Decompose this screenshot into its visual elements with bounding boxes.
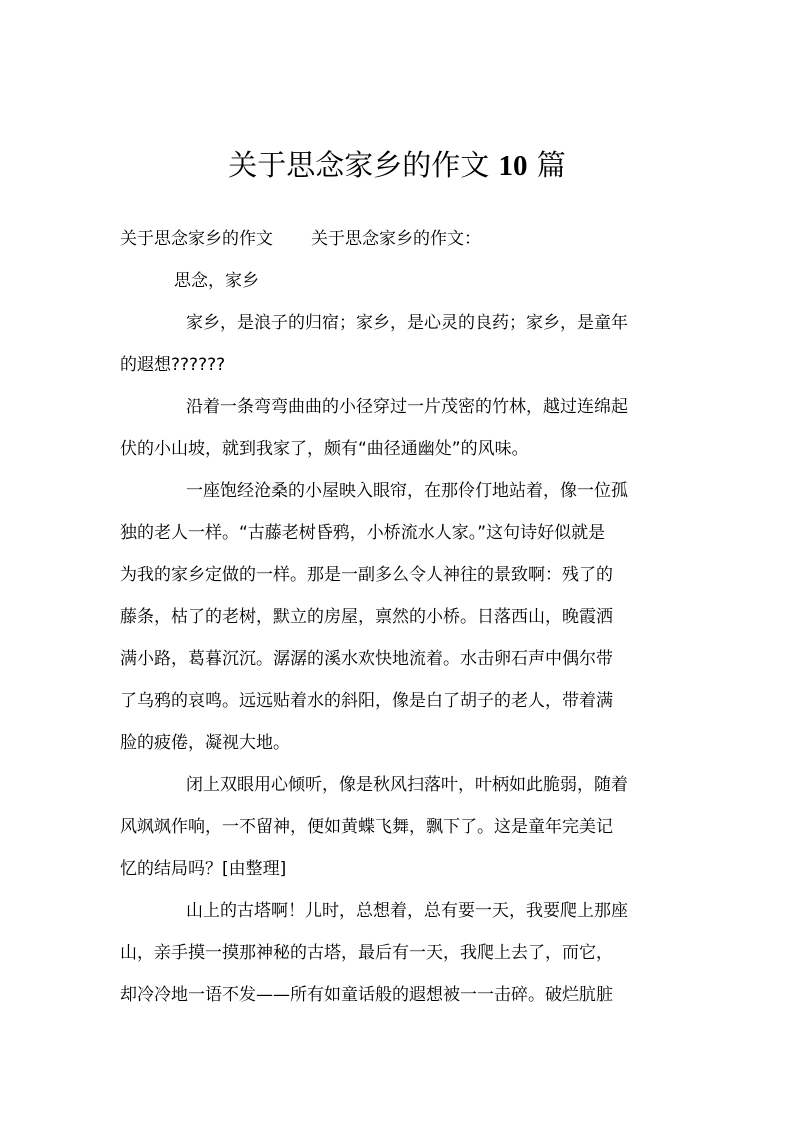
line-text: 山，亲手摸一摸那神秘的古塔，最后有一天，我爬上去了，而它，	[120, 943, 613, 963]
title-number: 10	[498, 150, 528, 182]
paragraph-line	[120, 386, 676, 428]
line-text: 却冷冷地一语不发——所有如童话般的遐想被一一击碎。破烂肮脏	[120, 985, 613, 1005]
paragraph-line	[120, 512, 676, 554]
line-text: 为我的家乡定做的一样。那是一副多么令人神往的景致啊：残了的	[120, 565, 613, 585]
paragraph-line	[120, 764, 676, 806]
line-text: 忆的结局吗？[由整理]	[120, 859, 287, 879]
paragraph-line	[120, 302, 676, 344]
line-text: 风飒飒作响，一不留神，便如黄蝶飞舞，飘下了。这是童年完美记	[120, 817, 613, 837]
title-text: 关于思念家乡的作文	[228, 148, 490, 182]
paragraph-line	[120, 344, 676, 386]
line-text: 独的老人一样。“古藤老树昏鸦，小桥流水人家。”这句诗好似就是	[120, 523, 606, 543]
line-text: 的遐想??????	[120, 355, 226, 375]
line-text: 了乌鸦的哀鸣。远远贴着水的斜阳，像是白了胡子的老人，带着满	[120, 691, 613, 711]
line-text: 伏的小山坡，就到我家了，颇有“曲径通幽处”的风味。	[120, 439, 529, 459]
line-text: 藤条，枯了的老树，默立的房屋，禀然的小桥。日落西山，晚霞洒	[120, 607, 613, 627]
paragraph-line	[120, 890, 676, 932]
subtitle-text: 思念，家乡	[174, 271, 259, 291]
paragraph-line	[120, 848, 676, 890]
line-text: 一座饱经沧桑的小屋映入眼帘，在那伶仃地站着，像一位孤	[186, 481, 628, 501]
header-left: 关于思念家乡的作文	[120, 229, 273, 249]
paragraph-line	[120, 806, 676, 848]
document-title	[0, 143, 794, 188]
header-right: 关于思念家乡的作文：	[311, 229, 481, 249]
subtitle	[120, 260, 676, 302]
title-suffix: 篇	[536, 148, 566, 182]
line-text: 闭上双眼用心倾听，像是秋风扫落叶，叶柄如此脆弱，随着	[186, 775, 628, 795]
paragraph-line	[120, 638, 676, 680]
line-text: 沿着一条弯弯曲曲的小径穿过一片茂密的竹林，越过连绵起	[186, 397, 628, 417]
paragraph-line	[120, 722, 676, 764]
document-body	[120, 218, 676, 1016]
line-text: 家乡，是浪子的归宿；家乡，是心灵的良药；家乡，是童年	[186, 313, 628, 333]
paragraph-line	[120, 596, 676, 638]
paragraph-line	[120, 680, 676, 722]
line-text: 脸的疲倦，凝视大地。	[120, 733, 290, 753]
paragraph-line	[120, 554, 676, 596]
paragraph-line	[120, 974, 676, 1016]
paragraph-line	[120, 470, 676, 512]
header-line	[120, 218, 676, 260]
paragraph-line	[120, 932, 676, 974]
line-text: 满小路，葛暮沉沉。潺潺的溪水欢快地流着。水击卵石声中偶尔带	[120, 649, 613, 669]
paragraph-line	[120, 428, 676, 470]
line-text: 山上的古塔啊！儿时，总想着，总有要一天，我要爬上那座	[186, 901, 628, 921]
